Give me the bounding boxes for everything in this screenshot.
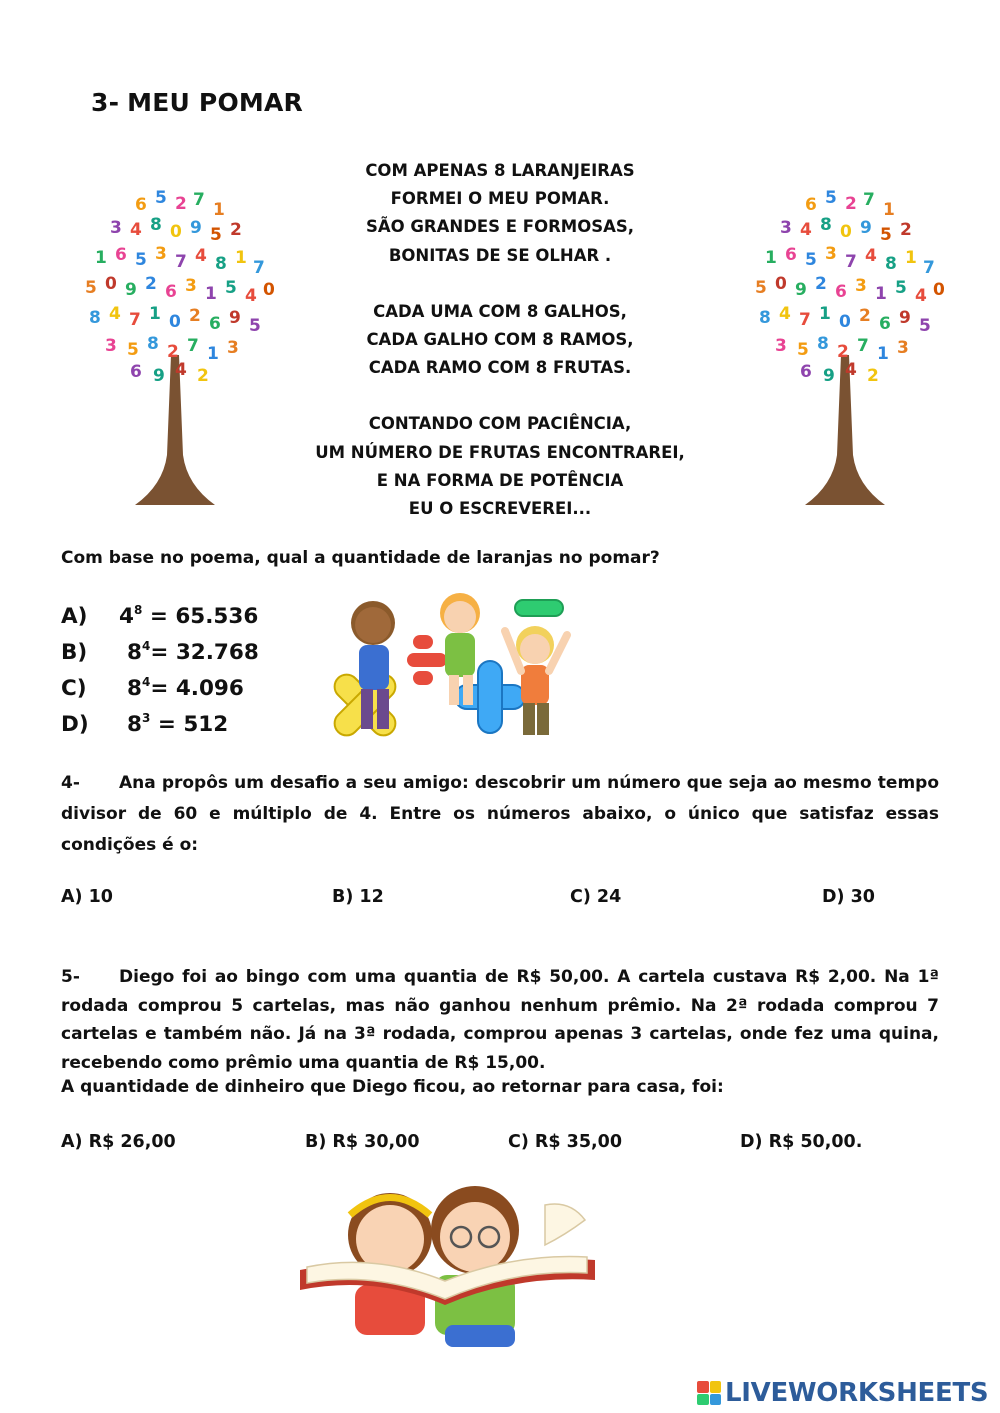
liveworksheets-logo-icon xyxy=(697,1381,721,1405)
svg-text:4: 4 xyxy=(915,286,927,306)
power-result: = 65.536 xyxy=(142,604,259,629)
power-result: = 32.768 xyxy=(150,640,259,665)
svg-text:8: 8 xyxy=(817,334,829,354)
svg-text:5: 5 xyxy=(805,250,817,270)
svg-text:0: 0 xyxy=(169,312,181,332)
svg-text:2: 2 xyxy=(837,342,849,362)
svg-text:2: 2 xyxy=(145,274,157,294)
poem-line: E NA FORMA DE POTÊNCIA xyxy=(376,470,624,490)
svg-text:3: 3 xyxy=(855,276,867,296)
svg-text:5: 5 xyxy=(755,278,767,298)
page-title xyxy=(91,88,303,117)
svg-text:1: 1 xyxy=(877,344,889,364)
poem-line: BONITAS DE SE OLHAR . xyxy=(388,245,612,265)
question-5-option-c[interactable]: C) R$ 35,00 xyxy=(508,1132,623,1152)
poem-line: CADA RAMO COM 8 FRUTAS. xyxy=(368,358,632,378)
svg-text:7: 7 xyxy=(923,258,935,278)
question-number: 5- xyxy=(61,967,80,987)
svg-text:3: 3 xyxy=(155,244,167,264)
power-base: 8 xyxy=(127,640,142,665)
svg-text:1: 1 xyxy=(883,200,895,220)
svg-text:5: 5 xyxy=(85,278,97,298)
poem-line: CADA GALHO COM 8 RAMOS, xyxy=(366,330,634,350)
svg-text:6: 6 xyxy=(135,195,147,215)
poem xyxy=(250,157,750,551)
poem-line: FORMEI O MEU POMAR. xyxy=(390,189,610,209)
svg-text:0: 0 xyxy=(839,312,851,332)
option-letter: A) xyxy=(61,604,88,629)
svg-text:3: 3 xyxy=(185,276,197,296)
svg-text:5: 5 xyxy=(825,188,837,208)
svg-text:4: 4 xyxy=(175,360,187,380)
svg-text:7: 7 xyxy=(193,190,205,210)
svg-text:9: 9 xyxy=(125,280,137,300)
svg-text:1: 1 xyxy=(235,248,247,268)
svg-text:4: 4 xyxy=(779,304,791,324)
svg-text:1: 1 xyxy=(905,248,917,268)
svg-text:8: 8 xyxy=(885,254,897,274)
svg-text:2: 2 xyxy=(175,194,187,214)
svg-text:8: 8 xyxy=(150,215,162,235)
svg-text:9: 9 xyxy=(823,366,835,386)
svg-text:6: 6 xyxy=(805,195,817,215)
svg-text:1: 1 xyxy=(149,304,161,324)
option-letter: D) xyxy=(61,712,89,737)
svg-text:8: 8 xyxy=(215,254,227,274)
svg-text:6: 6 xyxy=(115,245,127,265)
svg-text:3: 3 xyxy=(780,218,792,238)
power-exponent: 8 xyxy=(133,603,143,617)
svg-text:1: 1 xyxy=(765,248,777,268)
svg-text:6: 6 xyxy=(800,362,812,382)
question-number: 4- xyxy=(61,773,80,793)
svg-text:7: 7 xyxy=(863,190,875,210)
svg-text:3: 3 xyxy=(825,244,837,264)
power-base: 8 xyxy=(127,712,142,737)
svg-text:2: 2 xyxy=(230,220,242,240)
svg-text:2: 2 xyxy=(197,366,209,386)
question-5-prompt: A quantidade de dinheiro que Diego ficou, ao retornar para casa, foi: xyxy=(61,1077,724,1097)
question-4-option-d[interactable]: D) 30 xyxy=(822,887,875,907)
svg-text:3: 3 xyxy=(110,218,122,238)
svg-text:5: 5 xyxy=(249,316,261,336)
svg-text:4: 4 xyxy=(845,360,857,380)
svg-text:8: 8 xyxy=(147,334,159,354)
question-5-option-d[interactable]: D) R$ 50,00. xyxy=(740,1132,863,1152)
svg-text:6: 6 xyxy=(209,314,221,334)
question-3-option-a[interactable] xyxy=(61,603,258,629)
poem-line: CADA UMA COM 8 GALHOS, xyxy=(373,301,627,321)
svg-text:6: 6 xyxy=(130,362,142,382)
number-tree-left-illustration xyxy=(75,185,275,515)
svg-text:5: 5 xyxy=(880,225,892,245)
svg-text:8: 8 xyxy=(759,308,771,328)
svg-text:6: 6 xyxy=(879,314,891,334)
svg-text:0: 0 xyxy=(775,274,787,294)
kids-reading-book-illustration xyxy=(295,1175,615,1350)
svg-text:9: 9 xyxy=(229,308,241,328)
svg-text:0: 0 xyxy=(263,280,275,300)
svg-text:7: 7 xyxy=(129,310,141,330)
svg-text:6: 6 xyxy=(785,245,797,265)
question-body: Ana propôs um desafio a seu amigo: descobrir um número que seja ao mesmo tempo divisor de 60 e múltiplo de 4. Entre os números abaixo, o único que satisfaz essas condições é o: xyxy=(61,773,939,855)
svg-text:2: 2 xyxy=(189,306,201,326)
option-letter: B) xyxy=(61,640,88,665)
power-result: = 512 xyxy=(150,712,229,737)
svg-text:0: 0 xyxy=(933,280,945,300)
poem-line: COM APENAS 8 LARANJEIRAS xyxy=(365,161,635,180)
svg-text:0: 0 xyxy=(840,222,852,242)
question-3-option-b[interactable] xyxy=(61,639,259,665)
svg-text:9: 9 xyxy=(899,308,911,328)
poem-line: CONTANDO COM PACIÊNCIA, xyxy=(368,414,632,434)
svg-text:1: 1 xyxy=(875,284,887,304)
svg-text:7: 7 xyxy=(857,336,869,356)
svg-text:5: 5 xyxy=(797,340,809,360)
svg-text:8: 8 xyxy=(820,215,832,235)
power-exponent: 4 xyxy=(141,675,151,689)
svg-text:1: 1 xyxy=(205,284,217,304)
question-5-text xyxy=(61,963,939,1077)
svg-text:0: 0 xyxy=(105,274,117,294)
liveworksheets-logo xyxy=(697,1378,988,1408)
svg-text:5: 5 xyxy=(210,225,222,245)
svg-text:5: 5 xyxy=(919,316,931,336)
kids-math-symbols-illustration xyxy=(325,585,585,760)
svg-text:9: 9 xyxy=(860,218,872,238)
svg-text:5: 5 xyxy=(225,278,237,298)
svg-text:7: 7 xyxy=(175,252,187,272)
question-body: Diego foi ao bingo com uma quantia de R$ 50,00. A cartela custava R$ 2,00. Na 1ª rodada comprou 5 cartelas, mas não ganhou nenhum prêmio. Na 2ª rodada comprou 7 cartelas e também não. Já na 3ª rodada, comprou apenas 3 cartelas, onde fez uma quina, recebendo como prêmio uma quantia de R$ 15,00. xyxy=(61,967,939,1073)
svg-text:2: 2 xyxy=(859,306,871,326)
svg-text:9: 9 xyxy=(795,280,807,300)
title-number: 3- xyxy=(91,88,120,117)
svg-text:2: 2 xyxy=(167,342,179,362)
svg-text:1: 1 xyxy=(207,344,219,364)
svg-text:5: 5 xyxy=(155,188,167,208)
svg-text:6: 6 xyxy=(165,282,177,302)
svg-text:0: 0 xyxy=(170,222,182,242)
svg-text:4: 4 xyxy=(800,220,812,240)
power-exponent: 3 xyxy=(141,711,151,725)
option-letter: C) xyxy=(61,676,87,701)
question-4-text xyxy=(61,768,939,861)
svg-text:5: 5 xyxy=(127,340,139,360)
svg-text:4: 4 xyxy=(195,246,207,266)
svg-text:4: 4 xyxy=(109,304,121,324)
poem-stanza xyxy=(250,157,750,270)
svg-text:5: 5 xyxy=(135,250,147,270)
poem-stanza xyxy=(250,410,750,523)
svg-text:2: 2 xyxy=(867,366,879,386)
power-base: 4 xyxy=(119,604,134,629)
svg-text:8: 8 xyxy=(89,308,101,328)
power-exponent: 4 xyxy=(141,639,151,653)
question-4-option-a[interactable]: A) 10 xyxy=(61,887,113,907)
svg-text:1: 1 xyxy=(213,200,225,220)
logo-text: LIVEWORKSHEETS xyxy=(725,1378,989,1408)
question-5-option-a[interactable]: A) R$ 26,00 xyxy=(61,1132,176,1152)
poem-line: SÃO GRANDES E FORMOSAS, xyxy=(365,217,635,237)
svg-text:4: 4 xyxy=(245,286,257,306)
svg-text:9: 9 xyxy=(190,218,202,238)
svg-text:1: 1 xyxy=(95,248,107,268)
svg-text:2: 2 xyxy=(815,274,827,294)
poem-line: UM NÚMERO DE FRUTAS ENCONTRAREI, xyxy=(315,442,685,462)
question-4-option-c[interactable]: C) 24 xyxy=(570,887,622,907)
number-tree-right-illustration xyxy=(745,185,945,515)
svg-text:3: 3 xyxy=(897,338,909,358)
svg-text:2: 2 xyxy=(845,194,857,214)
poem-line: EU O ESCREVEREI... xyxy=(408,499,592,519)
svg-text:4: 4 xyxy=(130,220,142,240)
svg-text:5: 5 xyxy=(895,278,907,298)
svg-text:3: 3 xyxy=(105,336,117,356)
title-text: MEU POMAR xyxy=(127,88,303,117)
question-4-option-b[interactable]: B) 12 xyxy=(332,887,384,907)
question-3-prompt: Com base no poema, qual a quantidade de laranjas no pomar? xyxy=(61,548,660,568)
svg-text:6: 6 xyxy=(835,282,847,302)
svg-text:3: 3 xyxy=(775,336,787,356)
power-base: 8 xyxy=(127,676,142,701)
svg-text:7: 7 xyxy=(253,258,265,278)
svg-text:7: 7 xyxy=(187,336,199,356)
question-5-option-b[interactable]: B) R$ 30,00 xyxy=(305,1132,420,1152)
question-3-option-d[interactable] xyxy=(61,711,228,737)
svg-text:1: 1 xyxy=(819,304,831,324)
svg-text:2: 2 xyxy=(900,220,912,240)
poem-stanza xyxy=(250,298,750,383)
question-3-option-c[interactable] xyxy=(61,675,244,701)
svg-text:4: 4 xyxy=(865,246,877,266)
svg-text:7: 7 xyxy=(845,252,857,272)
power-result: = 4.096 xyxy=(150,676,244,701)
svg-text:3: 3 xyxy=(227,338,239,358)
svg-text:9: 9 xyxy=(153,366,165,386)
svg-text:7: 7 xyxy=(799,310,811,330)
